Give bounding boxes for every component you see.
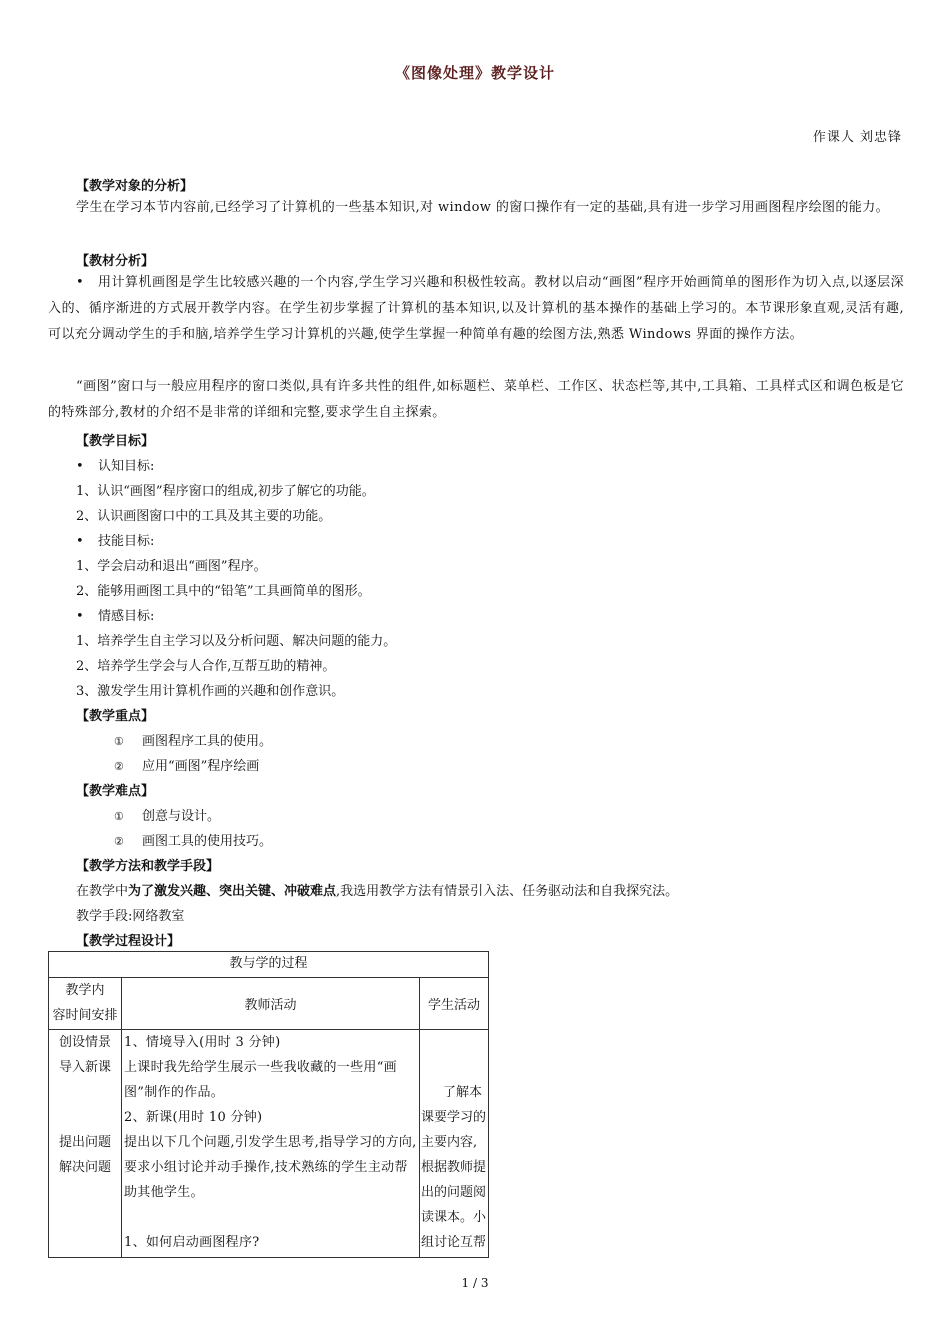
bullet: •: [76, 275, 85, 290]
bullet: •: [76, 459, 84, 474]
goal-label: 技能目标:: [98, 534, 155, 549]
header-teacher: 教师活动: [122, 978, 420, 1030]
cell-line: 图”制作的作品。: [124, 1085, 225, 1100]
table-caption: 教与学的过程: [49, 952, 489, 978]
circled-number: ②: [114, 760, 124, 773]
goal-item: 1、学会启动和退出“画图”程序。: [76, 559, 267, 574]
item-text: 创意与设计。: [142, 809, 221, 824]
focus-item: [114, 755, 259, 774]
cell-line: [124, 1205, 419, 1230]
methods-paragraph: [76, 880, 678, 899]
paragraph-material-1: [48, 270, 904, 348]
section-heading-difficulty: 【教学难点】: [76, 784, 155, 799]
header-student: 学生活动: [420, 978, 489, 1030]
goal-item: 2、培养学生学会与人合作,互帮互助的精神。: [76, 659, 336, 674]
process-table: [48, 951, 489, 1258]
cell-line: 提出问题: [58, 1135, 111, 1150]
goal-label: 情感目标:: [98, 609, 155, 624]
cell-stage: [49, 1030, 122, 1258]
goal-skill: [76, 530, 154, 549]
item-text: 画图程序工具的使用。: [142, 734, 273, 749]
cell-line: 要求小组讨论并动手操作,技术熟练的学生主动帮: [124, 1160, 408, 1175]
paragraph-text: 用计算机画图是学生比较感兴趣的一个内容,学生学习兴趣和积极性较高。教材以启动“画图”程序开始画简单的图形作为切入点,以逐层深入的、循序渐进的方式展开教学内容。在学生初步掌握了计算机的基本知识,以及计算机的基本操作的基础上学习的。本节课形象直观,灵活有趣,可以充分调动学生的手和脑,培养学生学习计算机的兴趣,使学生掌握一种简单有趣的绘图方法,熟悉 Windows 界面的操作方法。: [48, 275, 904, 342]
cell-line: 主要内容,: [421, 1135, 478, 1150]
section-heading-focus: 【教学重点】: [76, 709, 155, 724]
cell-line: 上课时我先给学生展示一些我收藏的一些用“画: [124, 1060, 397, 1075]
cell-line: 助其他学生。: [124, 1185, 204, 1200]
goal-item: 2、能够用画图工具中的“铅笔”工具画简单的图形。: [76, 584, 371, 599]
goal-item: 1、培养学生自主学习以及分析问题、解决问题的能力。: [76, 634, 397, 649]
goal-cognitive: [76, 455, 154, 474]
cell-line: [421, 1055, 488, 1080]
cell-line: 导入新课: [58, 1060, 111, 1075]
difficulty-item: [114, 805, 220, 824]
focus-item: [114, 730, 272, 749]
cell-line: 1、如何启动画图程序?: [124, 1235, 260, 1250]
text: 在教学中: [76, 884, 129, 899]
section-heading-process: 【教学过程设计】: [76, 934, 181, 949]
section-heading-goals: 【教学目标】: [76, 434, 155, 449]
cell-line: [49, 1105, 121, 1130]
goal-item: 3、激发学生用计算机作画的兴趣和创作意识。: [76, 684, 345, 699]
item-text: 画图工具的使用技巧。: [142, 834, 273, 849]
cell-line: 了解本: [443, 1085, 483, 1100]
cell-line: [49, 1080, 121, 1105]
section-heading-material: 【教材分析】: [76, 254, 155, 269]
cell-line: 读课本。小: [421, 1210, 487, 1225]
difficulty-item: [114, 830, 272, 849]
cell-line: 课要学习的: [421, 1110, 487, 1125]
header-time: [49, 978, 122, 1030]
cell-line: 创设情景: [58, 1035, 111, 1050]
circled-number: ①: [114, 735, 124, 748]
bullet: •: [76, 609, 84, 624]
document-title: 《图像处理》教学设计: [394, 64, 555, 82]
methods-means: 教学手段:网络教室: [76, 909, 185, 924]
bold-text: 为了激发兴趣、突出关键、冲破难点: [128, 884, 337, 899]
cell-line: [421, 1030, 488, 1055]
goal-item: 2、认识画图窗口中的工具及其主要的功能。: [76, 509, 332, 524]
cell-line: 根据教师提: [421, 1160, 487, 1175]
cell-line: 2、新课(用时 10 分钟): [124, 1110, 263, 1125]
author-line: 作课人 刘忠锋: [812, 130, 902, 145]
cell-line: 解决问题: [58, 1160, 111, 1175]
header-line: 教学内: [65, 983, 105, 998]
cell-line: 1、情境导入(用时 3 分钟): [124, 1035, 281, 1050]
cell-line: 提出以下几个问题,引发学生思考,指导学习的方向,: [124, 1135, 417, 1150]
cell-student-activity: [420, 1030, 489, 1258]
section-heading-methods: 【教学方法和教学手段】: [76, 859, 220, 874]
goal-label: 认知目标:: [98, 459, 155, 474]
page-number: 1 / 3: [461, 1276, 489, 1290]
header-line: 容时间安排: [52, 1008, 118, 1023]
bullet: •: [76, 534, 84, 549]
cell-teacher-activity: [122, 1030, 420, 1258]
circled-number: ①: [114, 810, 124, 823]
paragraph-audience: 学生在学习本节内容前,已经学习了计算机的一些基本知识,对 window 的窗口操作有一定的基础,具有进一步学习用画图程序绘图的能力。: [76, 200, 889, 215]
paragraph-material-2: “画图”窗口与一般应用程序的窗口类似,具有许多共性的组件,如标题栏、菜单栏、工作区、状态栏等,其中,工具箱、工具样式区和调色板是它的特殊部分,教材的介绍不是非常的详细和完整,要求学生自主探索。: [48, 379, 904, 420]
cell-line: 出的问题阅: [421, 1185, 487, 1200]
goal-emotion: [76, 605, 154, 624]
goal-item: 1、认识“画图”程序窗口的组成,初步了解它的功能。: [76, 484, 375, 499]
item-text: 应用“画图”程序绘画: [142, 759, 260, 774]
section-heading-audience: 【教学对象的分析】: [76, 179, 194, 194]
text: ,我选用教学方法有情景引入法、任务驱动法和自我探究法。: [336, 884, 679, 899]
cell-line: 组讨论互帮: [421, 1235, 487, 1250]
circled-number: ②: [114, 835, 124, 848]
